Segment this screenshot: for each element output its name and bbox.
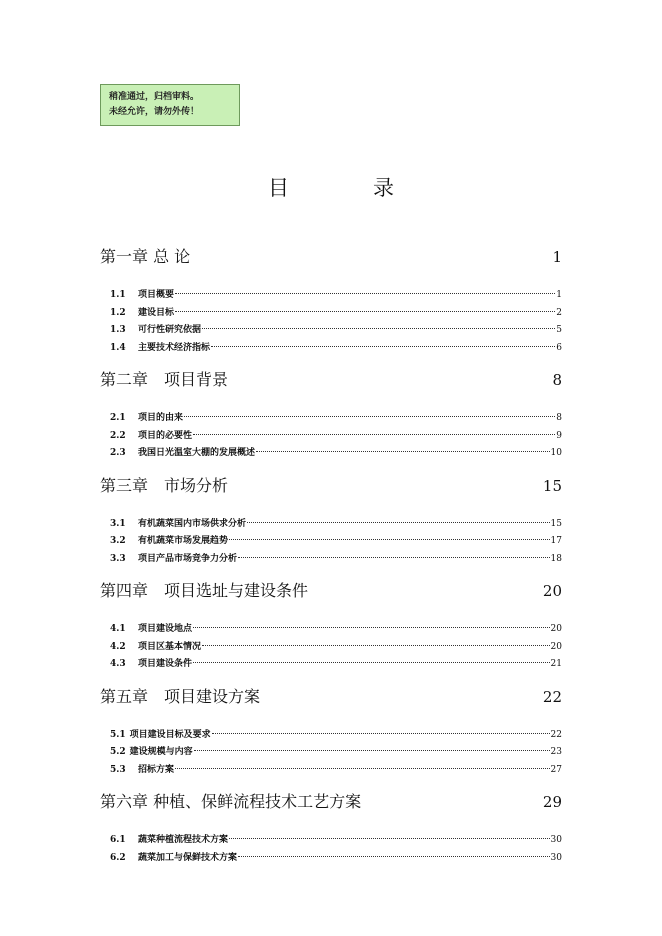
dot-leader (229, 539, 550, 540)
chapter-1-block (100, 244, 562, 357)
section-page: 9 (556, 430, 562, 441)
section-page: 8 (556, 413, 562, 423)
section-page: 10 (550, 448, 562, 458)
chapter-title: 第四章 项目选址与建设条件 (100, 581, 309, 600)
chapter-page: 22 (542, 687, 562, 706)
section-number: 2.3 (110, 448, 126, 458)
section-number: 3.3 (110, 553, 126, 564)
section-page: 30 (550, 835, 562, 845)
toc-entry[interactable] (100, 410, 562, 428)
section-title: 项目区基本情况 (138, 641, 202, 652)
toc-title-part-1: 目 (268, 176, 289, 200)
section-title: 项目建设条件 (138, 659, 193, 669)
section-page: 20 (550, 624, 562, 634)
section-number: 1.3 (110, 325, 126, 335)
section-number: 4.2 (110, 641, 126, 652)
toc-entry[interactable] (100, 287, 562, 305)
section-number: 5.3 (110, 764, 126, 775)
toc-entry[interactable] (100, 656, 562, 674)
section-number: 3.1 (110, 518, 126, 529)
chapter-4-block (100, 578, 562, 674)
chapter-6-entry[interactable] (100, 789, 562, 823)
dot-leader (202, 645, 550, 646)
section-page: 30 (550, 852, 562, 863)
section-title: 有机蔬菜市场发展趋势 (138, 536, 229, 546)
chapter-page: 29 (542, 793, 562, 811)
toc-entry[interactable] (100, 832, 562, 850)
section-page: 1 (556, 290, 562, 300)
chapter-title: 第三章 市场分析 (100, 475, 229, 495)
section-title: 可行性研究依据 (138, 325, 202, 335)
section-title: 我国日光温室大棚的发展概述 (138, 448, 256, 458)
dot-leader (175, 768, 550, 769)
section-page: 27 (550, 764, 562, 775)
dot-leader (247, 522, 550, 523)
chapter-title: 第六章 种植、保鲜流程技术工艺方案 (100, 792, 362, 811)
dot-leader (193, 434, 555, 435)
toc-title-part-2: 录 (373, 176, 394, 200)
toc-entry[interactable] (100, 533, 562, 551)
section-number: 6.2 (110, 852, 126, 863)
dot-leader (193, 627, 550, 628)
section-number: 1.4 (110, 342, 126, 353)
chapter-page: 20 (542, 582, 562, 600)
dot-leader (202, 328, 555, 329)
section-title: 有机蔬菜国内市场供求分析 (138, 518, 247, 529)
section-title: 项目的由来 (138, 413, 184, 423)
dot-leader (256, 451, 550, 452)
dot-leader (175, 311, 555, 312)
dot-leader (238, 557, 550, 558)
toc-entry[interactable] (100, 428, 562, 446)
section-page: 5 (556, 325, 562, 335)
section-title: 建设目标 (138, 307, 175, 318)
toc-entry[interactable] (100, 621, 562, 639)
chapter-3-entry[interactable] (100, 473, 562, 507)
section-number: 1.1 (110, 290, 126, 300)
chapter-5-entry[interactable] (100, 684, 562, 718)
chapter-6-block (100, 789, 562, 867)
dot-leader (175, 293, 555, 294)
section-title: 项目建设地点 (138, 624, 193, 634)
toc-entry[interactable] (100, 744, 562, 762)
toc-entry[interactable] (100, 305, 562, 323)
toc-entry[interactable] (100, 850, 562, 868)
section-title: 招标方案 (138, 764, 175, 775)
section-title: 项目产品市场竞争力分析 (138, 553, 238, 564)
chapter-page: 8 (552, 371, 562, 389)
toc-entry[interactable] (100, 516, 562, 534)
section-page: 18 (550, 553, 562, 564)
chapter-page: 1 (552, 248, 562, 266)
section-number: 4.3 (110, 659, 126, 669)
section-page: 2 (556, 307, 562, 318)
section-number: 6.1 (110, 835, 126, 845)
toc-entry[interactable] (100, 322, 562, 340)
section-title: 主要技术经济指标 (138, 342, 211, 353)
section-number: 3.2 (110, 536, 126, 546)
notice-line-2: 未经允许，请勿外传！ (109, 107, 200, 117)
section-number: 2.1 (110, 413, 126, 423)
section-title: 项目建设目标及要求 (129, 729, 211, 740)
section-title: 项目概要 (138, 290, 175, 300)
dot-leader (193, 662, 550, 663)
section-page: 20 (550, 641, 562, 652)
section-number: 4.1 (110, 624, 126, 634)
section-title: 蔬菜种植流程技术方案 (138, 835, 229, 845)
section-title: 项目的必要性 (138, 430, 193, 441)
dot-leader (194, 750, 550, 751)
table-of-contents (100, 244, 562, 877)
section-title: 建设规模与内容 (129, 747, 193, 757)
section-number: 5.2 (110, 747, 126, 757)
chapter-title: 第二章 项目背景 (100, 370, 229, 389)
notice-line-1: 稍准通过，归档审料。 (109, 92, 200, 102)
toc-entry[interactable] (100, 340, 562, 358)
toc-entry[interactable] (100, 639, 562, 657)
dot-leader (184, 416, 555, 417)
section-page: 23 (550, 747, 562, 757)
toc-entry[interactable] (100, 762, 562, 780)
section-page: 21 (550, 659, 562, 669)
chapter-1-entry[interactable] (100, 244, 562, 278)
section-page: 22 (550, 729, 562, 740)
dot-leader (229, 838, 550, 839)
chapter-3-block (100, 473, 562, 569)
chapter-title: 第一章 总 论 (100, 247, 191, 266)
chapter-2-entry[interactable] (100, 367, 562, 401)
chapter-title: 第五章 项目建设方案 (100, 686, 261, 706)
chapter-page: 15 (542, 476, 562, 495)
dot-leader (211, 346, 555, 347)
dot-leader (238, 856, 550, 857)
section-number: 1.2 (110, 307, 126, 318)
dot-leader (212, 733, 550, 734)
notice-stamp (100, 84, 240, 126)
toc-entry[interactable] (100, 727, 562, 745)
toc-title (0, 172, 662, 202)
toc-entry[interactable] (100, 445, 562, 463)
section-number: 5.1 (110, 729, 126, 740)
section-title: 蔬菜加工与保鲜技术方案 (138, 852, 238, 863)
toc-entry[interactable] (100, 551, 562, 569)
section-page: 6 (556, 342, 562, 353)
chapter-5-block (100, 684, 562, 780)
section-page: 17 (550, 536, 562, 546)
section-number: 2.2 (110, 430, 126, 441)
section-page: 15 (550, 518, 562, 529)
chapter-2-block (100, 367, 562, 463)
chapter-4-entry[interactable] (100, 578, 562, 612)
